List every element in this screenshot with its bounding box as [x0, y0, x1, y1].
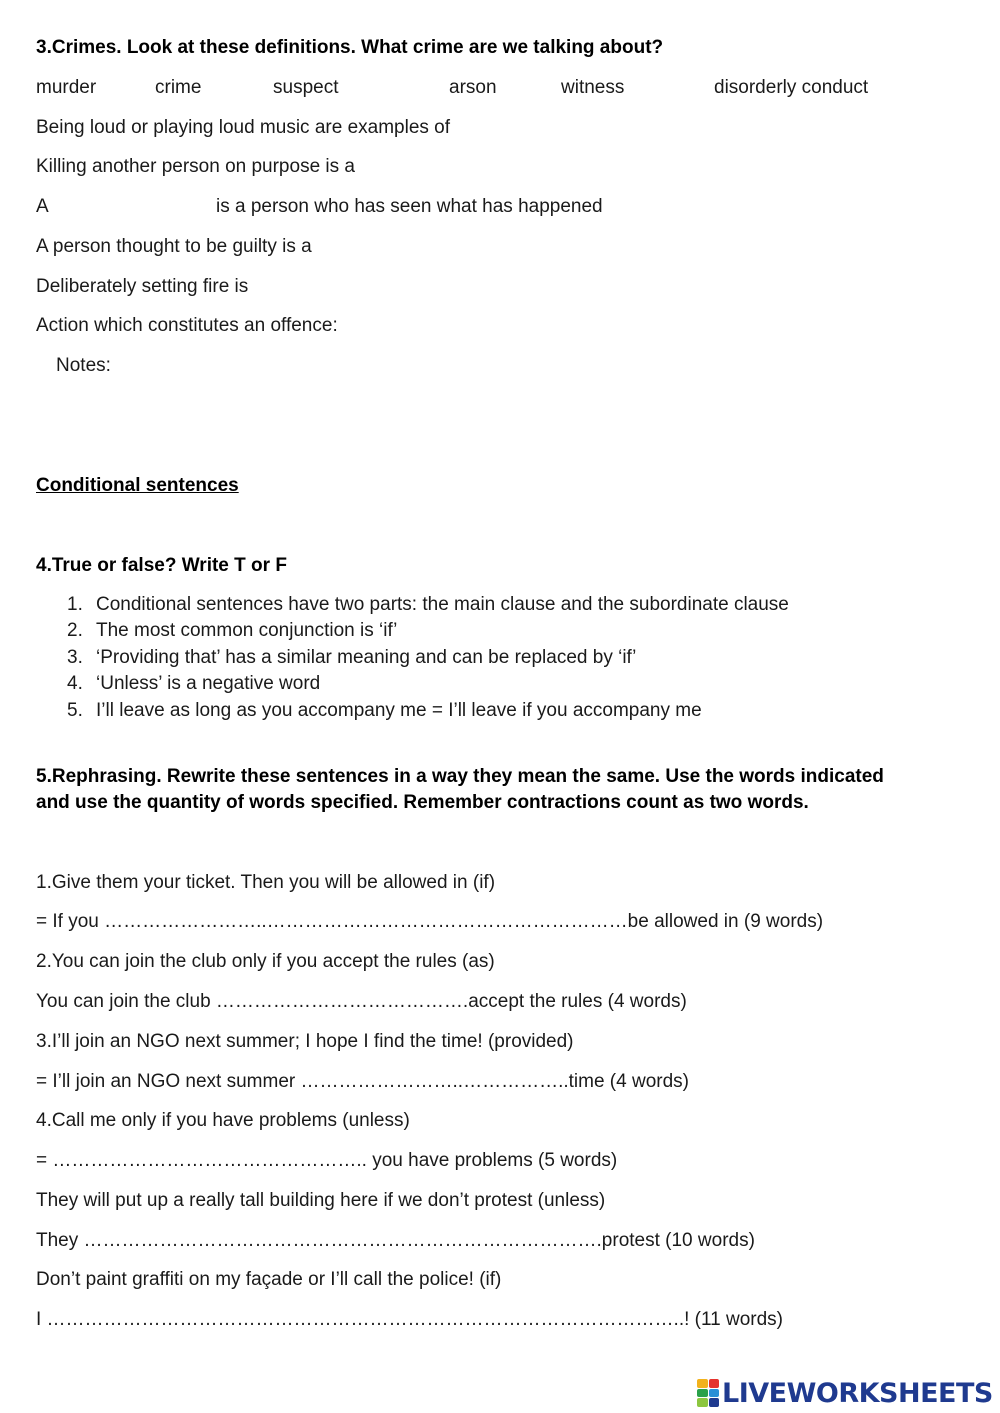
rephrase-prompt: 3.I’ll join an NGO next summer; I hope I find the time! (provided): [36, 1031, 574, 1052]
definition-line: Deliberately setting fire is: [36, 276, 249, 297]
rephrase-answer-line: I ………………………………………………………………………………………..! (11 words): [36, 1309, 784, 1330]
list-item-number: 1.: [67, 594, 83, 615]
section-4-title: 4.True or false? Write T or F: [36, 555, 287, 576]
rephrase-prompt: 4.Call me only if you have problems (unless): [36, 1110, 410, 1131]
word-bank-item: crime: [155, 77, 202, 98]
rephrase-answer-line: They ……………………………………………………………………….protest (10 words): [36, 1230, 755, 1251]
definition-line: Being loud or playing loud music are examples of: [36, 117, 451, 138]
list-item-number: 3.: [67, 647, 83, 668]
rephrase-prompt: They will put up a really tall building here if we don’t protest (unless): [36, 1190, 606, 1211]
list-item-number: 2.: [67, 620, 83, 641]
rephrase-prompt: 1.Give them your ticket. Then you will be allowed in (if): [36, 872, 496, 893]
rephrase-prompt: Don’t paint graffiti on my façade or I’ll call the police! (if): [36, 1269, 502, 1290]
logo-text: LIVEWORKSHEETS: [722, 1377, 993, 1409]
rephrase-answer-line: = ………………………………………….. you have problems (5 words): [36, 1150, 618, 1171]
section-3-title: 3.Crimes. Look at these definitions. What crime are we talking about?: [36, 37, 664, 58]
rephrase-prompt: 2.You can join the club only if you accept the rules (as): [36, 951, 495, 972]
rephrase-answer-line: You can join the club ………………………………….accept the rules (4 words): [36, 991, 687, 1012]
definition-line: Killing another person on purpose is a: [36, 156, 355, 177]
word-bank-item: suspect: [273, 77, 339, 98]
section-5-title-line-1: 5.Rephrasing. Rewrite these sentences in a way they mean the same. Use the words indicated: [36, 766, 884, 787]
word-bank-item: disorderly conduct: [714, 77, 869, 98]
list-item: ‘Providing that’ has a similar meaning and can be replaced by ‘if’: [96, 647, 637, 668]
definition-line: A person thought to be guilty is a: [36, 236, 312, 257]
list-item: I’ll leave as long as you accompany me = I’ll leave if you accompany me: [96, 700, 702, 721]
list-item: The most common conjunction is ‘if’: [96, 620, 398, 641]
definition-line: is a person who has seen what has happened: [216, 196, 603, 217]
word-bank-item: murder: [36, 77, 97, 98]
liveworksheets-logo: [697, 1377, 993, 1409]
logo-mark-icon: [697, 1379, 719, 1407]
section-5-title-line-2: and use the quantity of words specified. Remember contractions count as two words.: [36, 792, 809, 813]
list-item: Conditional sentences have two parts: the main clause and the subordinate clause: [96, 594, 789, 615]
notes-label: Notes:: [56, 355, 111, 376]
definition-line: Action which constitutes an offence:: [36, 315, 338, 336]
list-item-number: 4.: [67, 673, 83, 694]
list-item-number: 5.: [67, 700, 83, 721]
rephrase-answer-line: = I’ll join an NGO next summer ……………………..……………..time (4 words): [36, 1071, 689, 1092]
definition-line: A: [36, 196, 49, 217]
rephrase-answer-line: = If you ……………………..…………………………………………………be allowed in (9 words): [36, 911, 824, 932]
list-item: ‘Unless’ is a negative word: [96, 673, 321, 694]
word-bank-item: arson: [449, 77, 497, 98]
page-heading: Conditional sentences: [36, 475, 239, 496]
word-bank-item: witness: [561, 77, 625, 98]
